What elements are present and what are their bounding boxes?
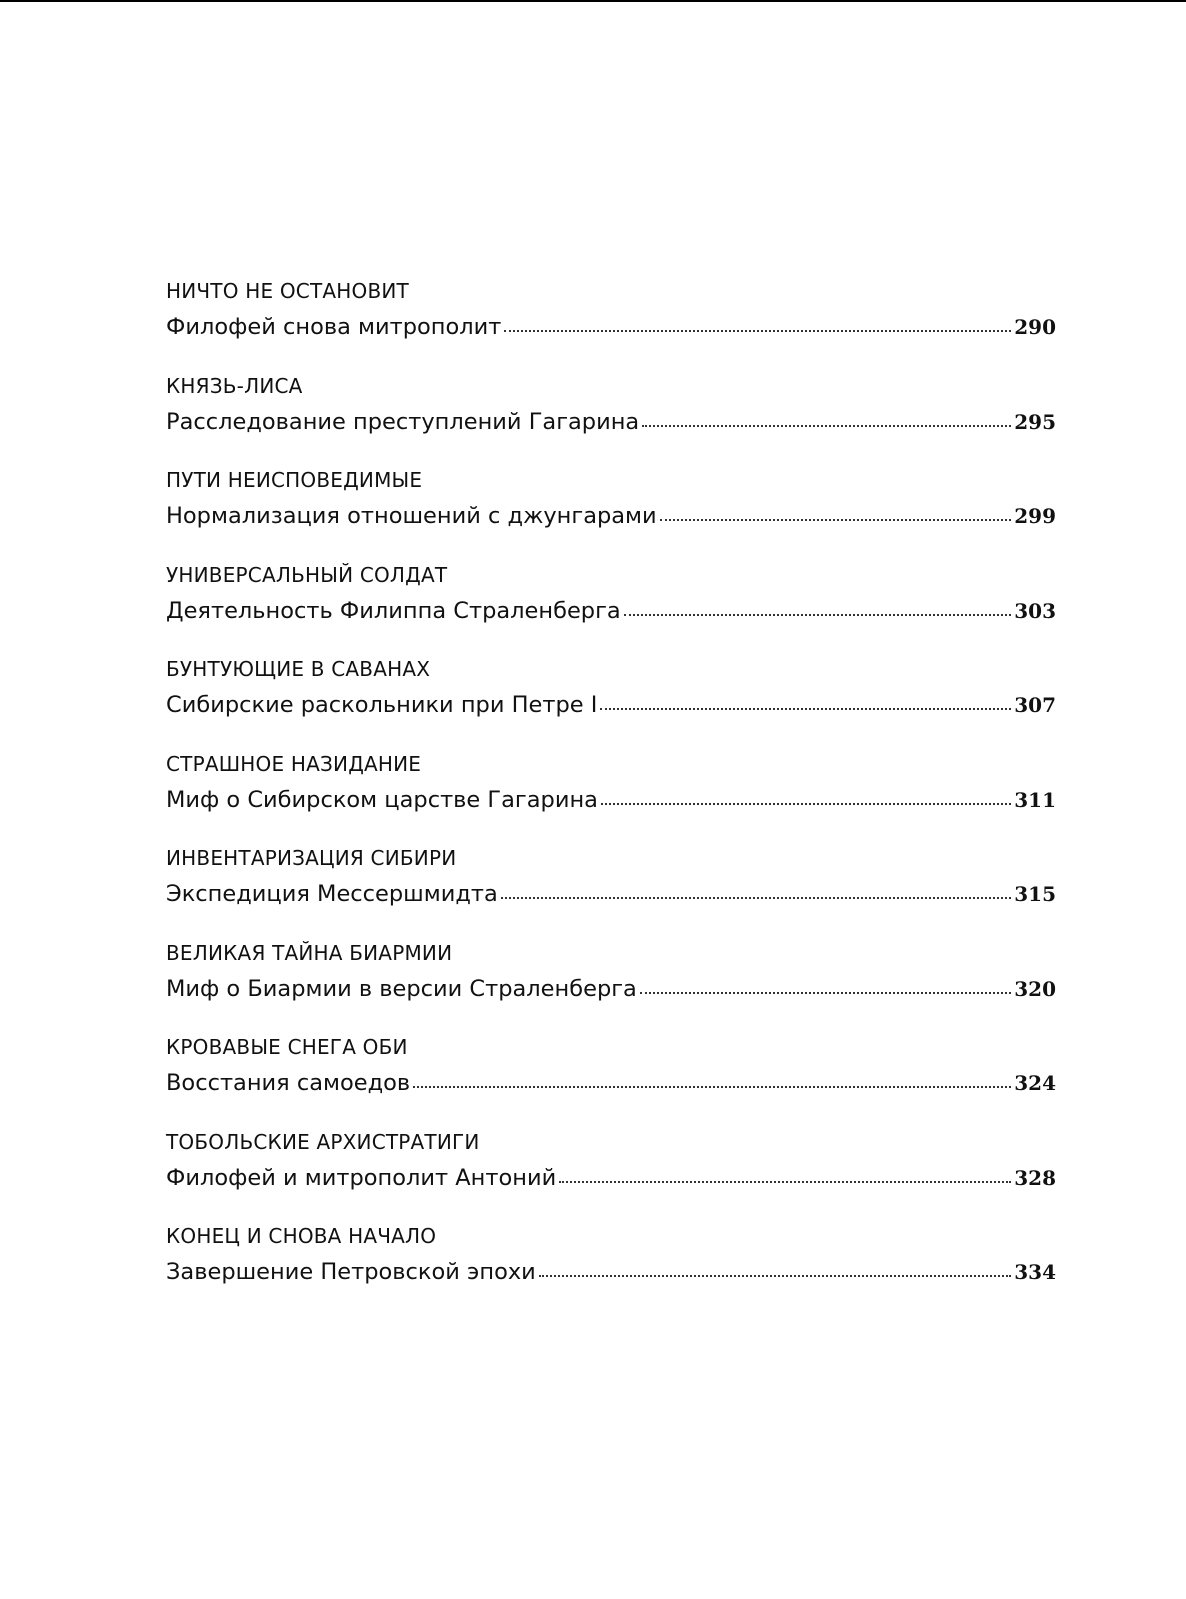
chapter-title: Экспедиция Мессершмидта <box>166 881 498 907</box>
toc-entry <box>166 560 1056 655</box>
chapter-heading: УНИВЕРСАЛЬНЫЙ СОЛДАТ <box>166 562 448 587</box>
toc-line <box>166 404 1056 440</box>
chapter-heading: СТРАШНОЕ НАЗИДАНИЕ <box>166 751 422 776</box>
toc-line <box>166 498 1056 534</box>
page-number: 320 <box>1014 976 1056 1001</box>
toc-entry <box>166 938 1056 1033</box>
page-number: 315 <box>1014 882 1056 906</box>
toc-line <box>166 687 1056 723</box>
toc-entry <box>166 1127 1056 1222</box>
toc-entry <box>166 1221 1056 1316</box>
page-number: 334 <box>1014 1260 1056 1284</box>
table-of-contents <box>166 276 1056 1316</box>
chapter-heading: ВЕЛИКАЯ ТАЙНА БИАРМИИ <box>166 940 453 965</box>
toc-entry <box>166 843 1056 938</box>
chapter-title: Миф о Биармии в версии Страленберга <box>166 975 637 1002</box>
dot-leader <box>624 612 1012 616</box>
dot-leader <box>504 328 1011 332</box>
toc-line <box>166 1254 1056 1290</box>
page-number: 311 <box>1014 787 1056 812</box>
dot-leader <box>640 990 1011 994</box>
chapter-title: Завершение Петровской эпохи <box>166 1259 536 1285</box>
chapter-title: Восстания самоедов <box>166 1070 411 1096</box>
dot-leader <box>642 423 1011 427</box>
toc-entry <box>166 749 1056 844</box>
page-number: 328 <box>1014 1165 1056 1190</box>
toc-entry <box>166 1032 1056 1127</box>
page-number: 295 <box>1014 409 1056 434</box>
chapter-title: Расследование преступлений Гагарина <box>166 408 640 435</box>
chapter-title: Филофей снова митрополит <box>166 314 502 340</box>
top-border-line <box>0 0 1186 2</box>
toc-line <box>166 309 1056 345</box>
dot-leader <box>601 801 1011 805</box>
chapter-title: Нормализация отношений с джунгарами <box>166 503 657 529</box>
toc-line <box>166 782 1056 818</box>
toc-line <box>166 1160 1056 1196</box>
dot-leader <box>559 1179 1011 1183</box>
chapter-heading: НИЧТО НЕ ОСТАНОВИТ <box>166 279 409 303</box>
toc-entry <box>166 654 1056 749</box>
toc-entry <box>166 371 1056 466</box>
chapter-heading: КРОВАВЫЕ СНЕГА ОБИ <box>166 1035 408 1059</box>
toc-line <box>166 1065 1056 1101</box>
chapter-heading: КНЯЗЬ-ЛИСА <box>166 373 303 398</box>
chapter-heading: ТОБОЛЬСКИЕ АРХИСТРАТИГИ <box>166 1129 480 1154</box>
chapter-title: Миф о Сибирском царстве Гагарина <box>166 786 598 813</box>
toc-line <box>166 593 1056 629</box>
chapter-title: Филофей и митрополит Антоний <box>166 1164 557 1191</box>
page-number: 290 <box>1014 315 1056 339</box>
toc-entry <box>166 276 1056 371</box>
toc-entry <box>166 465 1056 560</box>
dot-leader <box>413 1084 1011 1088</box>
toc-line <box>166 971 1056 1007</box>
chapter-heading: ИНВЕНТАРИЗАЦИЯ СИБИРИ <box>166 846 457 870</box>
chapter-heading: ПУТИ НЕИСПОВЕДИМЫЕ <box>166 468 423 492</box>
dot-leader <box>660 517 1012 521</box>
chapter-heading: БУНТУЮЩИЕ В САВАНАХ <box>166 657 431 681</box>
page-number: 303 <box>1014 598 1056 623</box>
chapter-heading: КОНЕЦ И СНОВА НАЧАЛО <box>166 1224 437 1248</box>
dot-leader <box>539 1273 1011 1277</box>
dot-leader <box>501 895 1011 899</box>
page-number: 324 <box>1014 1071 1056 1095</box>
toc-line <box>166 876 1056 912</box>
page-number: 307 <box>1014 693 1056 717</box>
dot-leader <box>600 706 1011 710</box>
page-number: 299 <box>1014 504 1056 528</box>
chapter-title: Сибирские раскольники при Петре I <box>166 692 598 718</box>
chapter-title: Деятельность Филиппа Страленберга <box>166 597 621 624</box>
